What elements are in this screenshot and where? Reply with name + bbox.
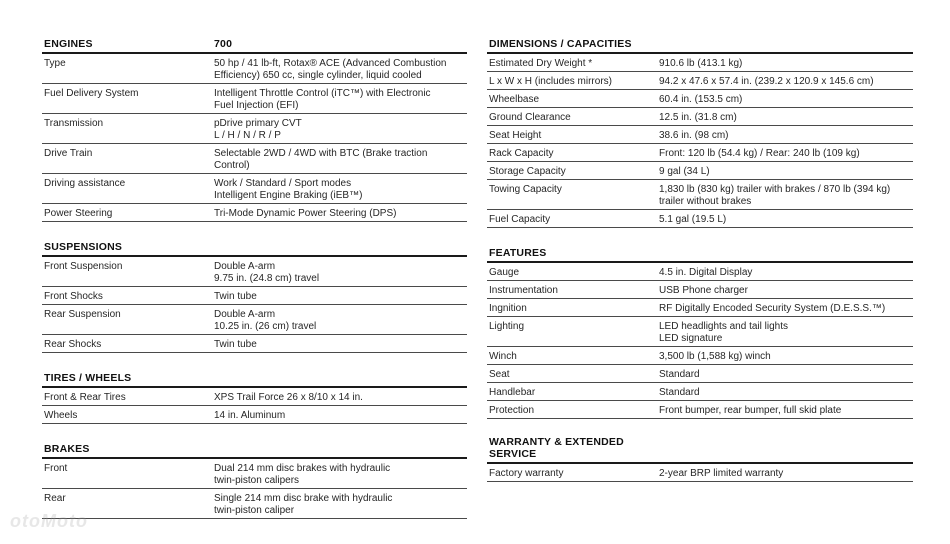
spec-row <box>487 210 913 228</box>
spec-value-line: Intelligent Engine Braking (iEB™) <box>214 190 363 201</box>
spec-row <box>42 388 467 406</box>
spec-label: Protection <box>489 405 535 416</box>
spec-value <box>214 339 467 351</box>
spec-row <box>42 144 467 174</box>
spec-label: Type <box>44 58 66 69</box>
section-header <box>487 436 913 464</box>
spec-value-line: 9 gal (34 L) <box>659 166 710 177</box>
spec-value-line: Single 214 mm disc brake with hydraulic <box>214 493 393 504</box>
spec-value-line: twin-piston caliper <box>214 505 295 516</box>
spec-value <box>214 309 467 333</box>
spec-label: Lighting <box>489 321 525 332</box>
spec-label: Power Steering <box>44 208 113 219</box>
spec-value-line: 910.6 lb (413.1 kg) <box>659 58 743 69</box>
spec-label: Drive Train <box>44 148 93 159</box>
spec-value-line: Control) <box>214 160 250 171</box>
spec-row <box>487 317 913 347</box>
spec-value <box>214 392 467 404</box>
section-header <box>42 441 467 459</box>
spec-row <box>42 489 467 519</box>
spec-row <box>487 464 913 482</box>
spec-value-line: Standard <box>659 387 700 398</box>
spec-label: Wheels <box>44 410 78 421</box>
spec-row <box>42 257 467 287</box>
spec-value <box>659 387 913 399</box>
spec-label: Driving assistance <box>44 178 126 189</box>
spec-value <box>659 166 913 178</box>
spec-section-engines <box>42 36 467 222</box>
spec-label: Rack Capacity <box>489 148 554 159</box>
spec-value <box>214 118 467 142</box>
spec-row <box>487 162 913 180</box>
spec-value <box>659 303 913 315</box>
spec-value-line: Front bumper, rear bumper, full skid plate <box>659 405 842 416</box>
spec-row <box>487 54 913 72</box>
spec-value-line: Tri-Mode Dynamic Power Steering (DPS) <box>214 208 397 219</box>
spec-value-line: L / H / N / R / P <box>214 130 281 141</box>
spec-row <box>42 54 467 84</box>
spec-value <box>659 468 913 480</box>
spec-label: Front <box>44 463 68 474</box>
spec-label: Gauge <box>489 267 520 278</box>
spec-row <box>42 335 467 353</box>
spec-row <box>42 459 467 489</box>
spec-label: Seat <box>489 369 510 380</box>
spec-value <box>659 112 913 124</box>
spec-value <box>659 321 913 345</box>
spec-value-line: 14 in. Aluminum <box>214 410 286 421</box>
spec-value <box>214 463 467 487</box>
spec-value <box>659 148 913 160</box>
spec-row <box>487 347 913 365</box>
section-header <box>42 239 467 257</box>
spec-label: Factory warranty <box>489 468 564 479</box>
spec-value <box>214 493 467 517</box>
spec-value-line: 2-year BRP limited warranty <box>659 468 784 479</box>
spec-value-line: 12.5 in. (31.8 cm) <box>659 112 737 123</box>
section-title: FEATURES <box>489 247 547 259</box>
spec-label: Transmission <box>44 118 104 129</box>
spec-value-line: LED headlights and tail lights <box>659 321 788 332</box>
spec-value <box>214 178 467 202</box>
spec-label: L x W x H (includes mirrors) <box>489 76 612 87</box>
section-title: TIRES / WHEELS <box>44 372 132 384</box>
spec-row <box>487 299 913 317</box>
spec-value-line: 60.4 in. (153.5 cm) <box>659 94 743 105</box>
spec-value-line: XPS Trail Force 26 x 8/10 x 14 in. <box>214 392 363 403</box>
spec-section-warranty-extended-service <box>487 436 913 482</box>
spec-value-line: 5.1 gal (19.5 L) <box>659 214 727 225</box>
spec-value <box>659 58 913 70</box>
spec-label: Winch <box>489 351 517 362</box>
spec-value-line: 10.25 in. (26 cm) travel <box>214 321 317 332</box>
spec-row <box>42 174 467 204</box>
spec-section-brakes <box>42 441 467 519</box>
spec-value <box>214 88 467 112</box>
spec-value-line: Twin tube <box>214 339 257 350</box>
spec-value-line: Dual 214 mm disc brakes with hydraulic <box>214 463 391 474</box>
spec-value <box>214 148 467 172</box>
spec-row <box>487 263 913 281</box>
spec-row <box>487 126 913 144</box>
section-title: SUSPENSIONS <box>44 241 123 253</box>
spec-section-features <box>487 245 913 419</box>
spec-row <box>487 281 913 299</box>
spec-value-line: Work / Standard / Sport modes <box>214 178 352 189</box>
section-header <box>42 370 467 388</box>
section-title: DIMENSIONS / CAPACITIES <box>489 38 632 50</box>
spec-label: Ingnition <box>489 303 527 314</box>
spec-value-line: Fuel Injection (EFI) <box>214 100 299 111</box>
spec-label: Handlebar <box>489 387 536 398</box>
section-title: BRAKES <box>44 443 90 455</box>
spec-value-line: Intelligent Throttle Control (iTC™) with Electronic <box>214 88 431 99</box>
spec-value <box>659 130 913 142</box>
spec-value-line: 94.2 x 47.6 x 57.4 in. (239.2 x 120.9 x 145.6 cm) <box>659 76 874 87</box>
spec-value-line: Twin tube <box>214 291 257 302</box>
spec-value-line: Front: 120 lb (54.4 kg) / Rear: 240 lb (109 kg) <box>659 148 860 159</box>
spec-value-line: twin-piston calipers <box>214 475 300 486</box>
spec-value-line: Efficiency) 650 cc, single cylinder, liquid cooled <box>214 70 422 81</box>
spec-value-line: LED signature <box>659 333 723 344</box>
spec-value <box>659 369 913 381</box>
spec-label: Instrumentation <box>489 285 558 296</box>
section-header <box>42 36 467 54</box>
spec-row <box>42 406 467 424</box>
spec-value <box>214 410 467 422</box>
spec-label: Storage Capacity <box>489 166 566 177</box>
spec-value-line: trailer without brakes <box>659 196 752 207</box>
left-spec-column <box>42 36 467 536</box>
spec-label: Front & Rear Tires <box>44 392 126 403</box>
spec-value-line: Double A-arm <box>214 261 276 272</box>
right-spec-column <box>487 36 913 499</box>
spec-row <box>487 144 913 162</box>
spec-section-dimensions-capacities <box>487 36 913 228</box>
spec-value-line: USB Phone charger <box>659 285 748 296</box>
spec-label: Ground Clearance <box>489 112 571 123</box>
section-header <box>487 245 913 263</box>
spec-label: Towing Capacity <box>489 184 562 195</box>
spec-value <box>659 76 913 88</box>
spec-value <box>659 214 913 226</box>
spec-row <box>487 365 913 383</box>
spec-value-line: Standard <box>659 369 700 380</box>
spec-label: Fuel Delivery System <box>44 88 139 99</box>
spec-label: Rear Shocks <box>44 339 102 350</box>
spec-row <box>487 401 913 419</box>
spec-label: Seat Height <box>489 130 542 141</box>
spec-label: Estimated Dry Weight * <box>489 58 593 69</box>
spec-value-line: 9.75 in. (24.8 cm) travel <box>214 273 320 284</box>
spec-row <box>42 114 467 144</box>
spec-value-line: pDrive primary CVT <box>214 118 302 129</box>
spec-label: Fuel Capacity <box>489 214 551 225</box>
spec-row <box>487 383 913 401</box>
spec-row <box>487 72 913 90</box>
spec-row <box>42 84 467 114</box>
spec-value <box>659 351 913 363</box>
spec-value-line: 50 hp / 41 lb-ft, Rotax® ACE (Advanced Combustion <box>214 58 447 69</box>
spec-section-suspensions <box>42 239 467 353</box>
spec-value <box>214 261 467 285</box>
section-header <box>487 36 913 54</box>
spec-value <box>659 285 913 297</box>
watermark-logo: otoMoto <box>10 511 88 531</box>
spec-value <box>214 291 467 303</box>
spec-row <box>42 204 467 222</box>
spec-label: Front Shocks <box>44 291 103 302</box>
spec-value <box>659 405 913 417</box>
spec-value-line: Double A-arm <box>214 309 276 320</box>
spec-value <box>214 208 467 220</box>
section-title: ENGINES <box>44 38 93 50</box>
spec-row <box>487 108 913 126</box>
section-header-value: 700 <box>214 38 233 50</box>
section-title: WARRANTY & EXTENDED SERVICE <box>489 436 624 460</box>
spec-label: Rear <box>44 493 66 504</box>
spec-row <box>42 305 467 335</box>
spec-value-line: Selectable 2WD / 4WD with BTC (Brake traction <box>214 148 428 159</box>
spec-label: Wheelbase <box>489 94 540 105</box>
spec-value-line: 1,830 lb (830 kg) trailer with brakes / 870 lb (394 kg) <box>659 184 891 195</box>
spec-value-line: 38.6 in. (98 cm) <box>659 130 729 141</box>
spec-value <box>659 184 913 208</box>
spec-value-line: 3,500 lb (1,588 kg) winch <box>659 351 771 362</box>
spec-label: Rear Suspension <box>44 309 121 320</box>
spec-value <box>659 94 913 106</box>
spec-value-line: 4.5 in. Digital Display <box>659 267 753 278</box>
spec-value-line: RF Digitally Encoded Security System (D.E.S.S.™) <box>659 303 886 314</box>
spec-label: Front Suspension <box>44 261 123 272</box>
spec-value <box>659 267 913 279</box>
spec-section-tires-wheels <box>42 370 467 424</box>
spec-row <box>42 287 467 305</box>
spec-row <box>487 90 913 108</box>
spec-value <box>214 58 467 82</box>
spec-row <box>487 180 913 210</box>
